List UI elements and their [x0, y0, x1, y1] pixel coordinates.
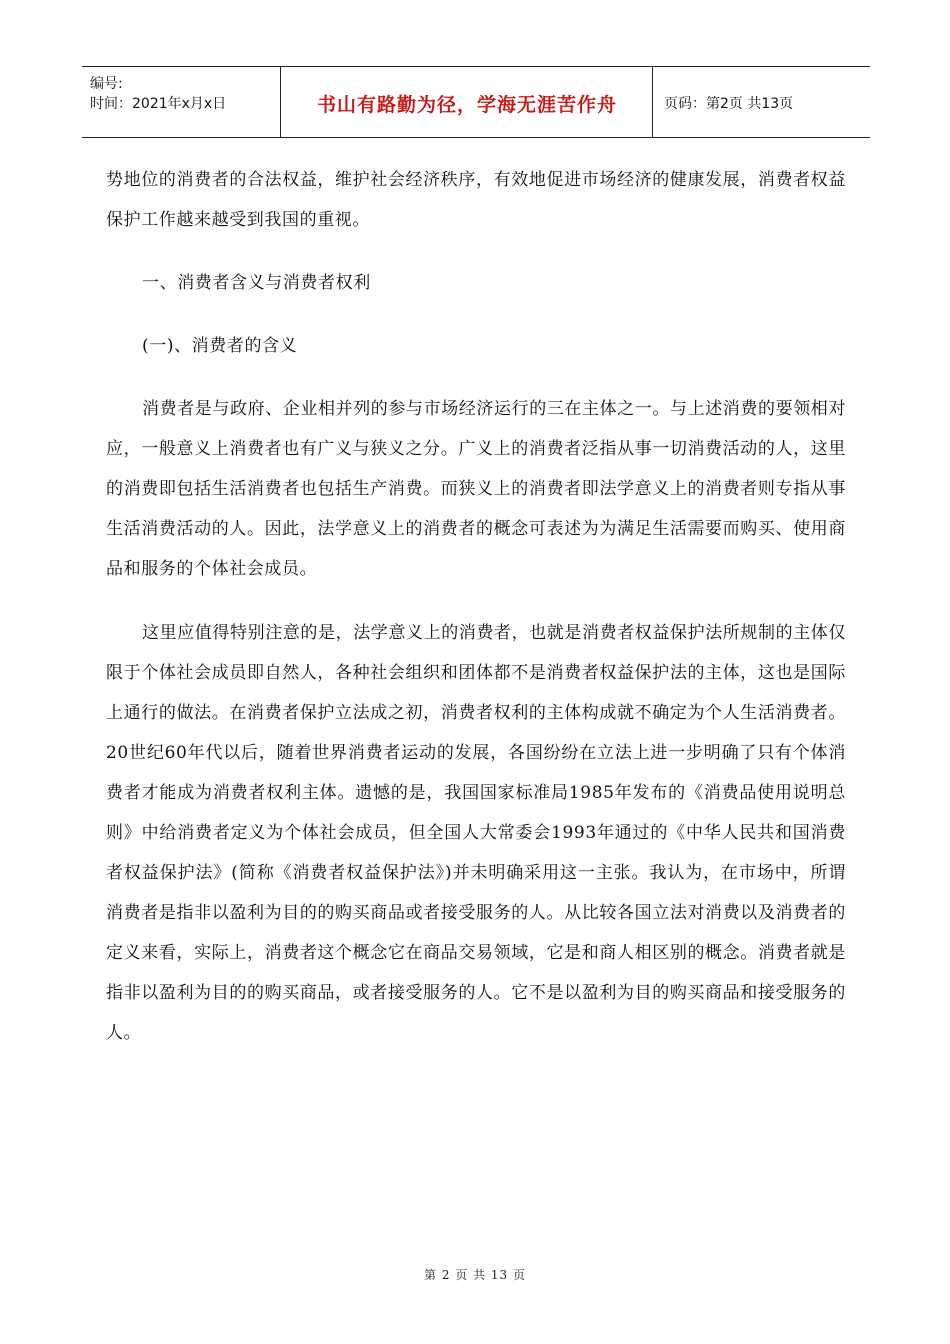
header-motto-cell — [282, 67, 653, 137]
paragraph-continuation: 势地位的消费者的合法权益，维护社会经济秩序，有效地促进市场经济的健康发展，消费者权益保护工作越来越受到我国的重视。 — [106, 170, 846, 230]
document-body — [106, 160, 846, 1053]
document-date-label: 时间：2021年x月x日 — [90, 96, 227, 112]
header-page-cell — [654, 67, 870, 137]
section-heading: 一、消费者含义与消费者权利 — [142, 273, 371, 293]
document-header — [82, 66, 870, 138]
header-info-cell — [82, 67, 281, 137]
subsection-heading: (一)、消费者的含义 — [142, 336, 298, 356]
page-footer: 第 2 页 共 13 页 — [424, 1268, 526, 1282]
header-page-code: 页码：第2页 共13页 — [664, 96, 794, 112]
paragraph-discussion: 这里应值得特别注意的是，法学意义上的消费者，也就是消费者权益保护法所规制的主体仅限于个体社会成员即自然人，各种社会组织和团体都不是消费者权益保护法的主体，这也是国际上通行的做法。在消费者保护立法成之初，消费者权利的主体构成就不确定为个人生活消费者。20世纪60年代以后，随着世界消费者运动的发展，各国纷纷在立法上进一步明确了只有个体消费者才能成为消费者权利主体。遗憾的是，我国国家标准局1985年发布的《消费品使用说明总则》中给消费者定义为个体社会成员，但全国人大常委会1993年通过的《中华人民共和国消费者权益保护法》(简称《消费者权益保护法》)并未明确采用这一主张。我认为，在市场中，所谓消费者是指非以盈利为目的的购买商品或者接受服务的人。从比较各国立法对消费以及消费者的定义来看，实际上，消费者这个概念它在商品交易领域，它是和商人相区别的概念。消费者就是指非以盈利为目的的购买商品，或者接受服务的人。它不是以盈利为目的购买商品和接受服务的人。 — [106, 623, 846, 1043]
paragraph-definition: 消费者是与政府、企业相并列的参与市场经济运行的三在主体之一。与上述消费的要领相对应，一般意义上消费者也有广义与狭义之分。广义上的消费者泛指从事一切消费活动的人，这里的消费即包括生活消费者也包括生产消费。而狭义上的消费者即法学意义上的消费者则专指从事生活消费活动的人。因此，法学意义上的消费者的概念可表述为为满足生活需要而购买、使用商品和服务的个体社会成员。 — [106, 399, 846, 579]
document-number-label: 编号: — [90, 76, 123, 92]
header-motto: 书山有路勤为径，学海无涯苦作舟 — [316, 94, 617, 116]
